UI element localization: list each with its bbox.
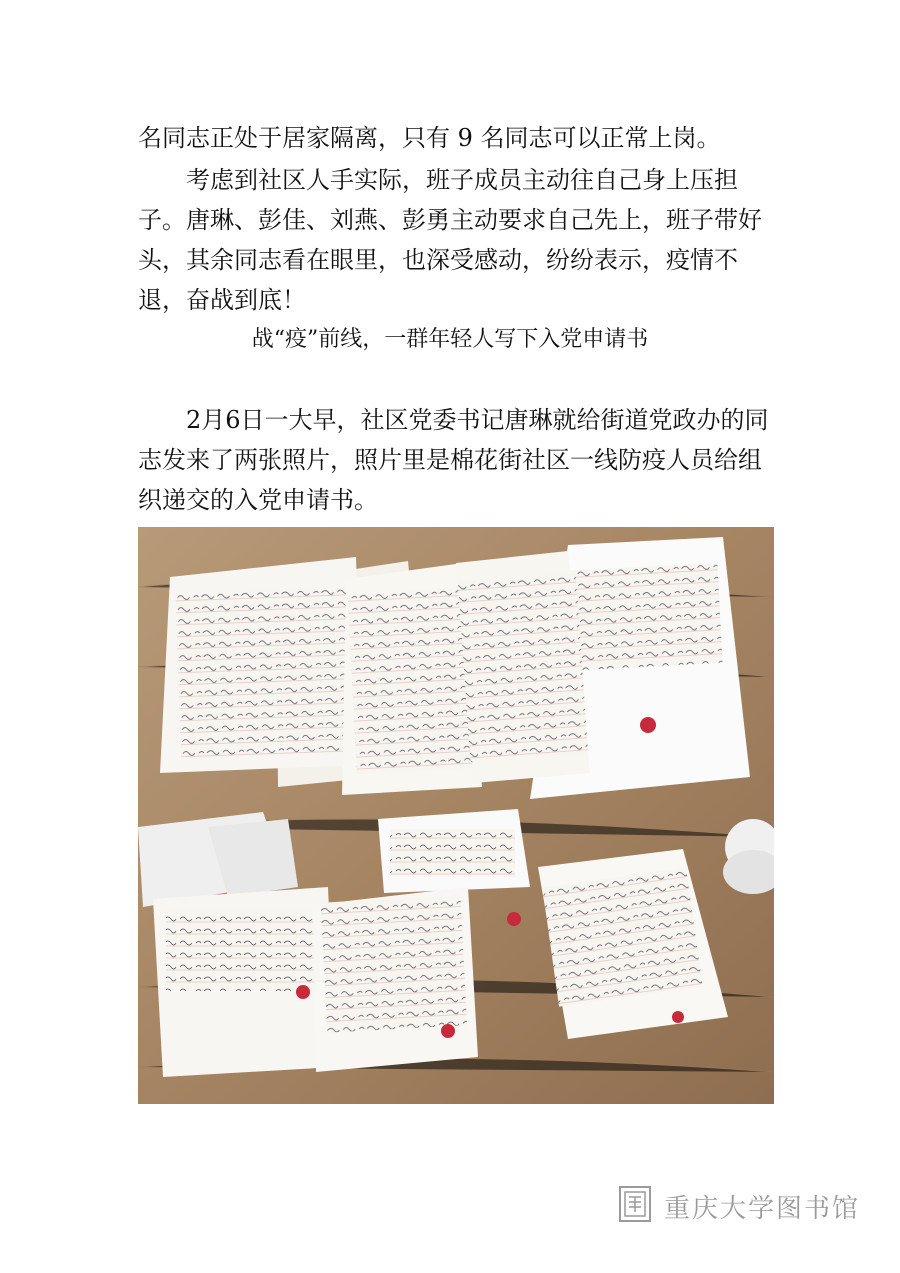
watermark-text: 重庆大学图书馆: [663, 1193, 860, 1224]
paragraph-application-photos: 2月6日一大早，社区党委书记唐琳就给街道党政办的同志发来了两张照片，照片里是棉花街社区一线防疫人员给组织递交的入党申请书。: [138, 406, 769, 514]
section-heading: 战“疫”前线，一群年轻人写下入党申请书: [251, 327, 649, 352]
paragraph-continued: 名同志正处于居家隔离，只有 9 名同志可以正常上岗。: [138, 124, 721, 152]
library-watermark: [618, 1185, 860, 1227]
photo-party-applications: [138, 527, 774, 1104]
paragraph-team-leaders: 考虑到社区人手实际，班子成员主动往自己身上压担子。唐琳、彭佳、刘燕、彭勇主动要求自己先上，班子带好头，其余同志看在眼里，也深受感动，纷纷表示，疫情不退，奋战到底！: [138, 166, 762, 314]
library-seal-icon: [618, 1185, 652, 1227]
